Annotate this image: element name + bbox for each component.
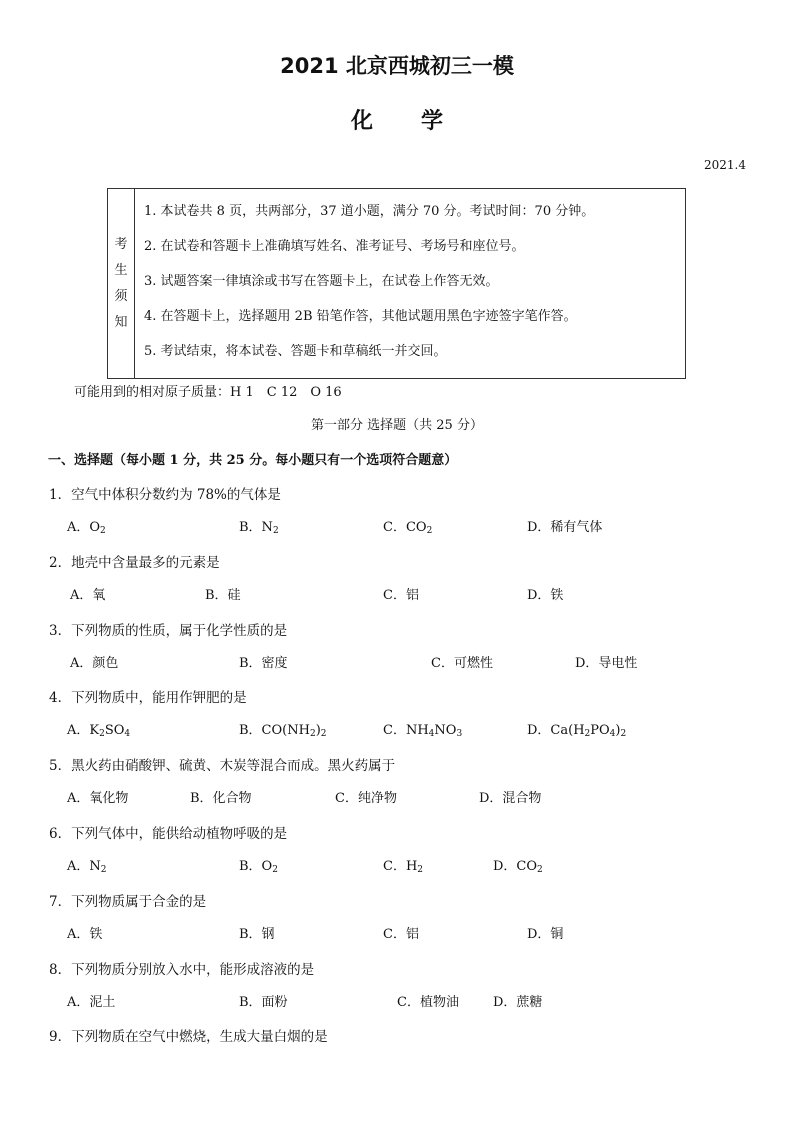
answer-option: B．$N_2$ [239, 520, 279, 536]
notice-label-char: 考 [114, 236, 128, 252]
answer-option: D．导电性 [575, 656, 638, 671]
subject-char: 化 [350, 109, 373, 134]
answer-option: B．$CO(NH_2)_2$ [239, 723, 327, 739]
notice-item: 4. 在答题卡上，选择题用 2B 铅笔作答，其他试题用黑色字迹签字笔作答。 [144, 309, 577, 324]
answer-option: A．$N_2$ [67, 859, 107, 875]
question-stem: 6．下列气体中，能供给动植物呼吸的是 [49, 826, 288, 842]
question-stem: 2．地壳中含量最多的元素是 [49, 555, 220, 571]
answer-option: D．$Ca(H_2PO_4)_2$ [527, 723, 627, 739]
answer-option: D．铁 [527, 588, 564, 603]
answer-option: B．密度 [239, 656, 288, 671]
notice-item: 2. 在试卷和答题卡上准确填写姓名、准考证号、考场号和座位号。 [144, 239, 525, 254]
answer-option: B．化合物 [190, 791, 252, 806]
notice-item: 3. 试题答案一律填涂或书写在答题卡上，在试卷上作答无效。 [144, 274, 499, 289]
question-stem: 3．下列物质的性质，属于化学性质的是 [49, 623, 288, 639]
notice-label-char: 生 [114, 262, 128, 278]
answer-option: C．$CO_2$ [383, 520, 433, 536]
question-stem: 7．下列物质属于合金的是 [49, 894, 207, 910]
answer-option: D．稀有气体 [527, 520, 603, 535]
subject-title [0, 104, 794, 135]
answer-option: B．钢 [239, 927, 275, 942]
answer-option: C．可燃性 [431, 656, 493, 671]
page-title: 2021 北京西城初三一模 [280, 54, 514, 78]
answer-option: C．植物油 [397, 995, 459, 1010]
answer-option: D．蔗糖 [493, 995, 543, 1010]
answer-option: D．铜 [527, 927, 564, 942]
answer-option: C．铝 [383, 588, 419, 603]
atomic-mass-note: 可能用到的相对原子质量：H 1 C 12 O 16 [74, 385, 342, 400]
answer-option: A．氧化物 [67, 791, 129, 806]
section-title: 一、选择题（每小题 1 分，共 25 分。每小题只有一个选项符合题意） [48, 453, 458, 468]
notice-label-char: 须 [114, 288, 128, 304]
answer-option: C．铝 [383, 927, 419, 942]
exam-notice-box [107, 188, 686, 379]
question-stem: 8．下列物质分别放入水中，能形成溶液的是 [49, 962, 315, 978]
question-stem: 1．空气中体积分数约为 78%的气体是 [49, 487, 281, 503]
notice-item: 5. 考试结束，将本试卷、答题卡和草稿纸一并交回。 [144, 344, 447, 359]
notice-label-char: 知 [114, 314, 128, 330]
answer-option: A．氧 [70, 588, 106, 603]
answer-option: D．混合物 [479, 791, 542, 806]
answer-option: A．泥土 [67, 995, 116, 1010]
answer-option: C．$H_2$ [383, 859, 424, 875]
answer-option: B．硅 [205, 588, 241, 603]
subject-char: 学 [421, 109, 444, 134]
question-stem: 9．下列物质在空气中燃烧，生成大量白烟的是 [49, 1029, 328, 1045]
answer-option: A．$O_2$ [67, 520, 106, 536]
notice-label [108, 189, 135, 378]
answer-option: A．$K_2SO_4$ [67, 723, 131, 739]
answer-option: B．$O_2$ [239, 859, 278, 875]
answer-option: A．颜色 [70, 656, 119, 671]
answer-option: C．$NH_4NO_3$ [383, 723, 463, 739]
part-title: 第一部分 选择题（共 25 分） [311, 418, 483, 433]
answer-option: B．面粉 [239, 995, 288, 1010]
answer-option: A．铁 [67, 927, 103, 942]
question-stem: 4．下列物质中，能用作钾肥的是 [49, 690, 247, 706]
answer-option: D．$CO_2$ [493, 859, 543, 875]
answer-option: C．纯净物 [335, 791, 397, 806]
question-stem: 5．黑火药由硝酸钾、硫黄、木炭等混合而成。黑火药属于 [49, 758, 396, 774]
notice-item: 1. 本试卷共 8 页，共两部分，37 道小题，满分 70 分。考试时间：70 分钟。 [144, 204, 595, 219]
exam-date: 2021.4 [704, 158, 746, 172]
